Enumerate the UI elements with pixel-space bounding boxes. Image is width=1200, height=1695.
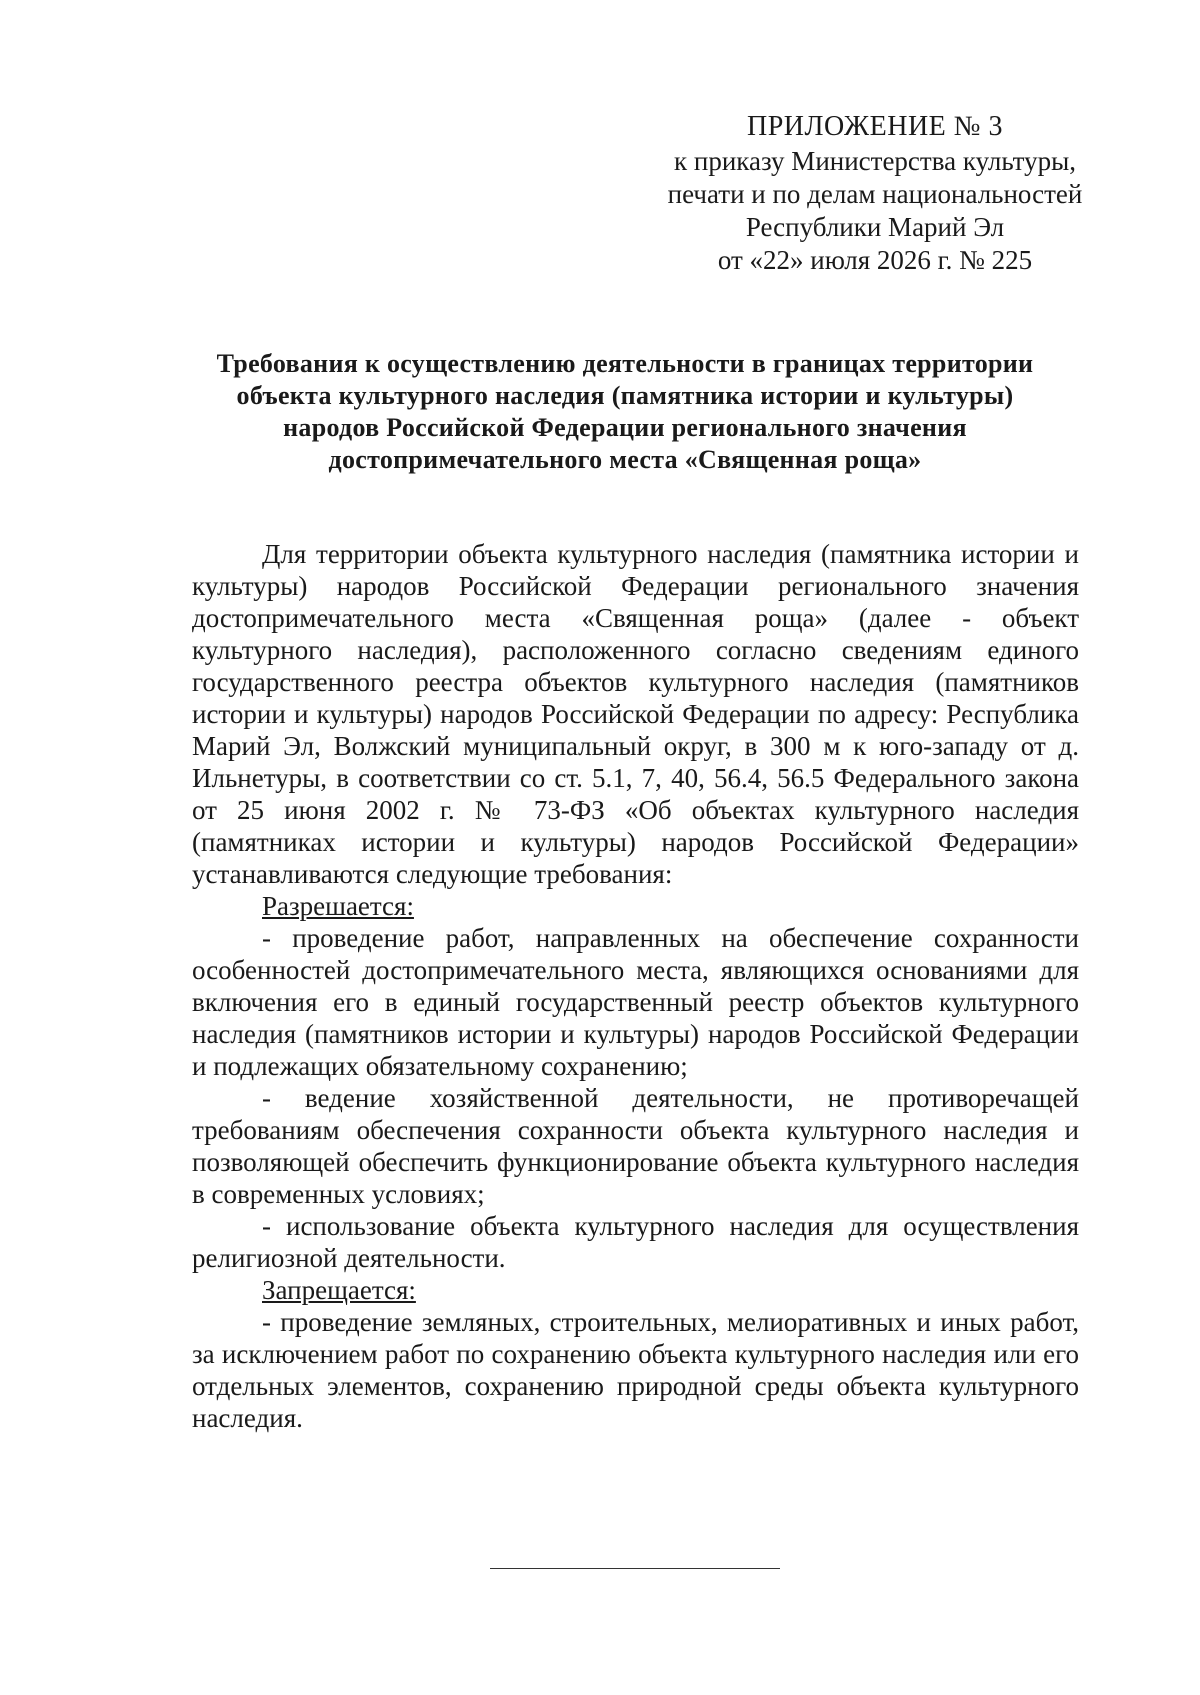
annex-line: печати и по делам национальностей xyxy=(667,179,1083,209)
forbidden-heading: Запрещается: xyxy=(262,1275,416,1305)
annex-line: от «22» июля 2026 г. № 225 xyxy=(717,245,1033,275)
annex-title: ПРИЛОЖЕНИЕ № 3 xyxy=(747,111,1003,142)
intro-paragraph: Для территории объекта культурного наследия (памятника истории и культуры) народов Российской Федерации регионального значения достопримечательного места «Священная роща» (далее - объект культурного наследия), расположенного согласно сведениям единого государственного реестра объектов культурного наследия (памятников истории и культуры) народов Российской Федерации по адресу: Республика Марий Эл, Волжский муниципальный округ, в 300 м к юго-западу от д. Ильнетуры, в соответствии со ст. 5.1, 7, 40, 56.4, 56.5 Федерального закона от 25 июня 2002 г. № 73-ФЗ «Об объектах культурного наследия (памятниках истории и культуры) народов Российской Федерации» устанавливаются следующие требования: xyxy=(192,539,1079,889)
end-divider xyxy=(490,1568,780,1569)
allowed-item: - ведение хозяйственной деятельности, не противоречащей требованиям обеспечения сохранности объекта культурного наследия и позволяющей обеспечить функционирование объекта культурного наследия в современных условиях; xyxy=(192,1083,1079,1209)
annex-line: к приказу Министерства культуры, xyxy=(674,146,1076,176)
annex-header xyxy=(640,110,1110,277)
allowed-item: - проведение работ, направленных на обеспечение сохранности особенностей достопримечательного места, являющихся основаниями для включения его в единый государственный реестр объектов культурного наследия (памятников истории и культуры) народов Российской Федерации и подлежащих обязательному сохранению; xyxy=(192,923,1079,1081)
allowed-heading: Разрешается: xyxy=(262,891,414,921)
forbidden-item: - проведение земляных, строительных, мелиоративных и иных работ, за исключением работ по сохранению объекта культурного наследия или его отдельных элементов, сохранению природной среды объекта культурного наследия. xyxy=(192,1307,1079,1433)
annex-line: Республики Марий Эл xyxy=(745,212,1005,242)
title-line: Требования к осуществлению деятельности в границах территории xyxy=(216,349,1034,378)
document-body xyxy=(192,538,1079,1434)
title-line: достопримечательного места «Священная роща» xyxy=(328,445,922,474)
title-line: народов Российской Федерации регионального значения xyxy=(283,413,967,442)
allowed-item: - использование объекта культурного наследия для осуществления религиозной деятельности. xyxy=(192,1211,1079,1273)
title-line: объекта культурного наследия (памятника истории и культуры) xyxy=(236,381,1014,410)
document-title xyxy=(180,348,1070,476)
